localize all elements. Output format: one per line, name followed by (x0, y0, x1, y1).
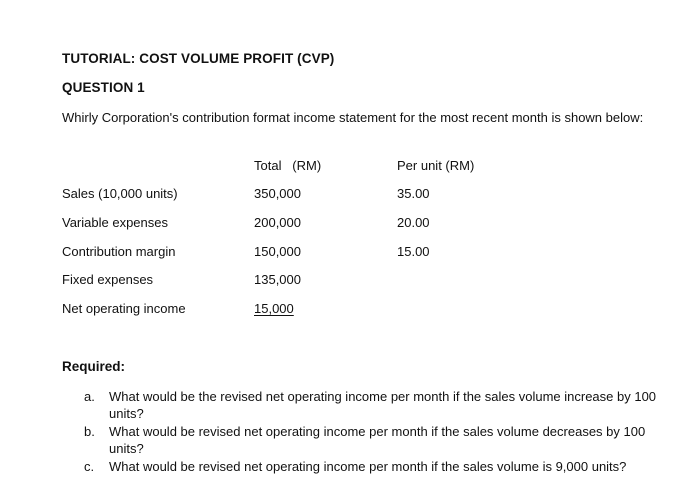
table-row (0, 272, 700, 292)
table-row (0, 215, 700, 235)
row-label: Contribution margin (62, 244, 176, 259)
list-item-text: What would be revised net operating income per month if the sales volume decreases by 100 units? (109, 424, 646, 456)
list-item-letter: c. (84, 459, 95, 474)
list-item (82, 424, 662, 457)
page-title: TUTORIAL: COST VOLUME PROFIT (CVP) (62, 51, 335, 66)
row-total: 15,000 (254, 301, 294, 316)
table-row (0, 244, 700, 264)
question-list (82, 389, 662, 478)
row-total: 135,000 (254, 272, 301, 287)
list-item-text: What would be revised net operating income per month if the sales volume is 9,000 units? (109, 459, 627, 474)
row-label: Fixed expenses (62, 272, 154, 287)
row-total: 150,000 (254, 244, 301, 259)
row-label: Variable expenses (62, 215, 168, 230)
list-item (82, 389, 662, 422)
list-item-text: What would be the revised net operating income per month if the sales volume increase by 100 units? (109, 389, 657, 421)
list-item-letter: b. (84, 424, 95, 439)
required-label: Required: (62, 359, 126, 374)
row-total: 350,000 (254, 186, 301, 201)
row-label: Sales (10,000 units) (62, 186, 178, 201)
question-label: QUESTION 1 (62, 80, 145, 95)
table-row (0, 186, 700, 206)
row-label: Net operating income (62, 301, 186, 316)
row-per-unit: 15.00 (397, 244, 430, 259)
intro-paragraph: Whirly Corporation's contribution format income statement for the most recent month is shown below: (62, 110, 644, 125)
row-total: 200,000 (254, 215, 301, 230)
column-header-per-unit: Per unit (RM) (397, 158, 475, 173)
list-item-letter: a. (84, 389, 95, 404)
row-per-unit: 20.00 (397, 215, 430, 230)
row-per-unit: 35.00 (397, 186, 430, 201)
list-item (82, 459, 662, 476)
column-header-total: Total (RM) (254, 158, 322, 173)
table-row (0, 301, 700, 321)
